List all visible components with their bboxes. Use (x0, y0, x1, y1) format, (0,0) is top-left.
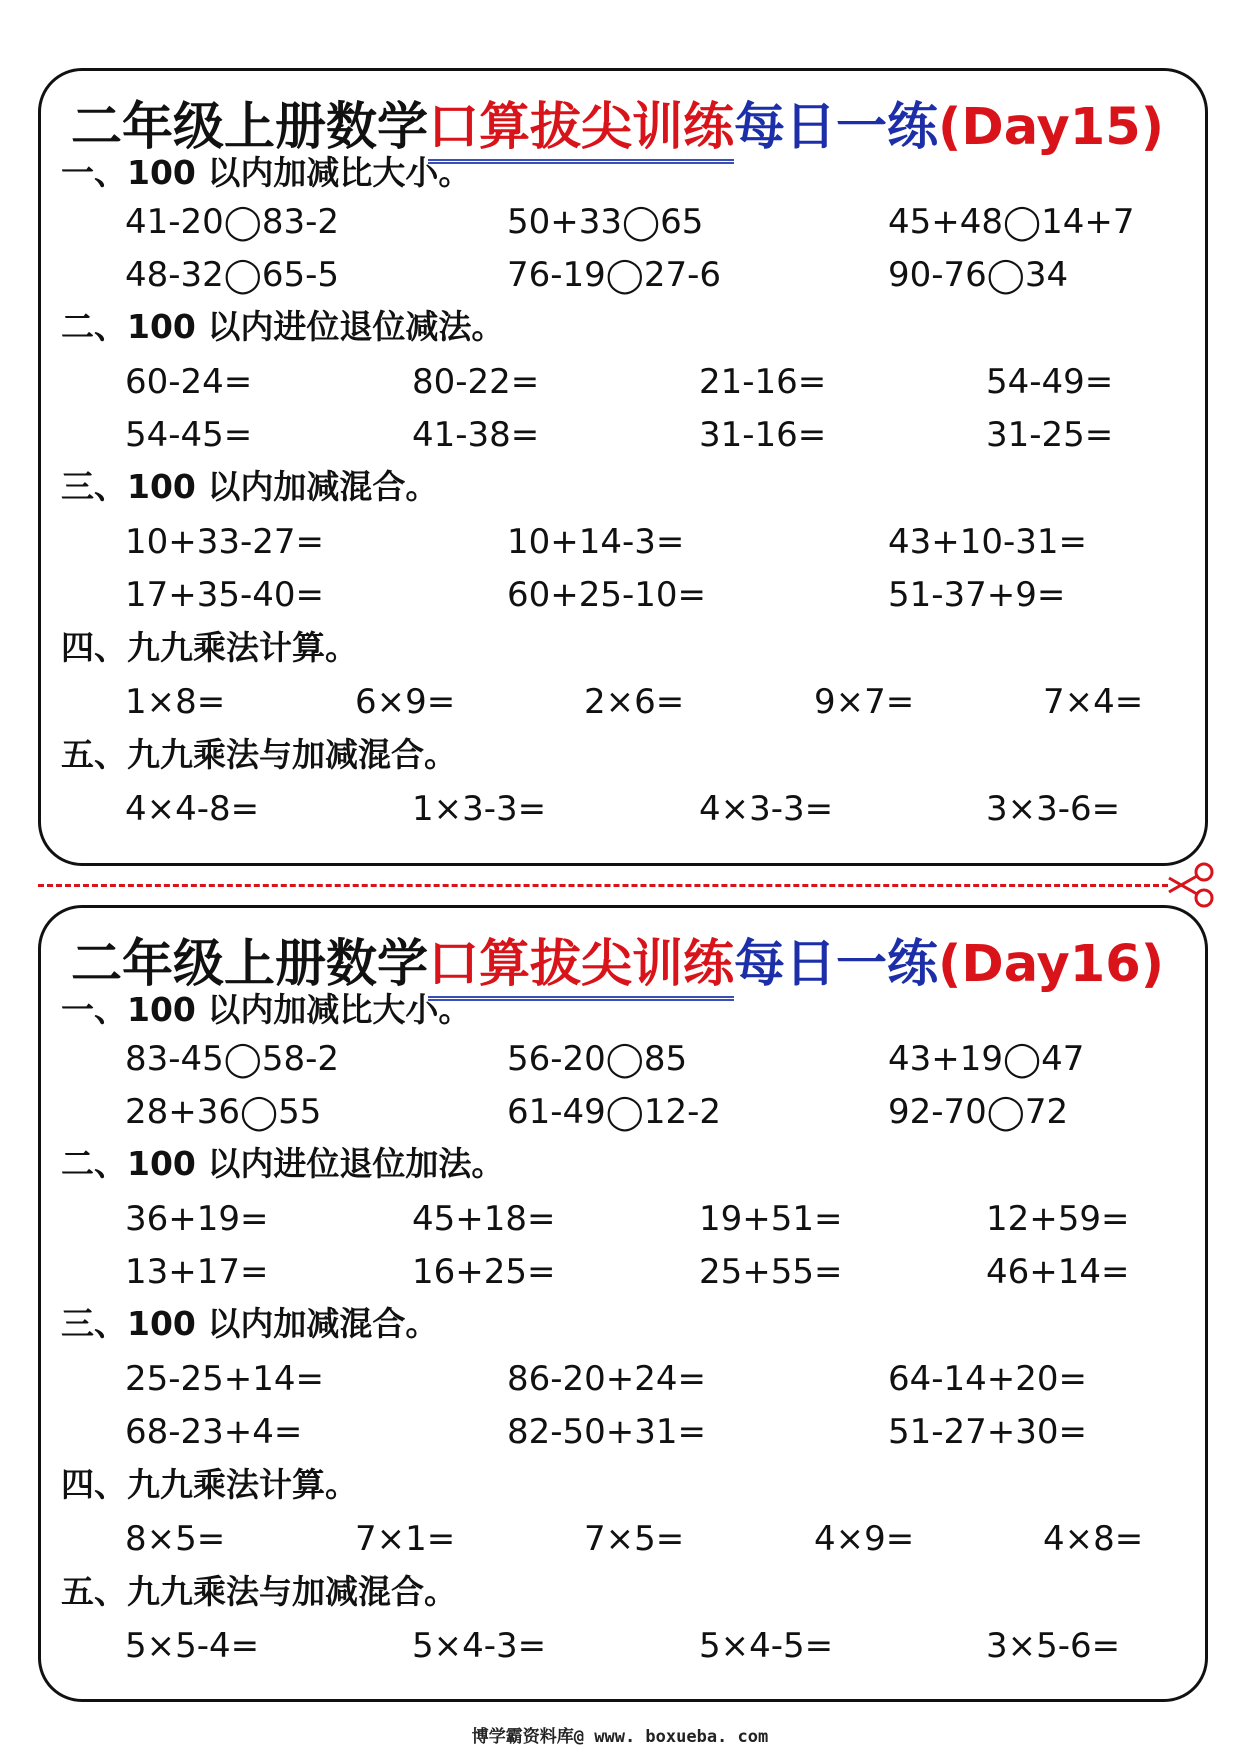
title-grade: 二年级上册数学 (71, 935, 429, 994)
problem-row (125, 519, 1185, 565)
section-heading: 一、100 以内加减比大小。 (61, 153, 472, 192)
problem-row (125, 1623, 1185, 1669)
problem: 45+18= (412, 1199, 556, 1239)
problem: 13+17= (125, 1252, 269, 1292)
problem: 83-45◯58-2 (125, 1039, 340, 1079)
problem: 2×6= (584, 682, 685, 722)
problem: 3×5-6= (986, 1626, 1121, 1666)
problem-row (125, 572, 1185, 618)
title-day: (Day16) (938, 935, 1165, 994)
problem: 10+14-3= (507, 522, 685, 562)
problem-row (125, 786, 1185, 832)
section-heading: 一、100 以内加减比大小。 (61, 990, 472, 1029)
problem-row (125, 359, 1185, 405)
problem: 7×1= (355, 1519, 456, 1559)
problem: 92-70◯72 (888, 1092, 1069, 1132)
problem: 10+33-27= (125, 522, 325, 562)
problem: 36+19= (125, 1199, 269, 1239)
title-daily: 每日一练 (734, 98, 939, 157)
worksheet-card-day16 (38, 905, 1208, 1702)
problem-row (125, 1089, 1185, 1135)
scissors-icon (1166, 862, 1216, 908)
footer-watermark: 博学霸资料库@ www. boxueba. com (471, 1727, 769, 1747)
problem: 51-37+9= (888, 575, 1066, 615)
problem: 4×4-8= (125, 789, 260, 829)
problem-row (125, 1516, 1185, 1562)
problem: 4×8= (1043, 1519, 1144, 1559)
title-training: 口算拔尖训练 (428, 935, 734, 1001)
problem-row (125, 412, 1185, 458)
problem: 16+25= (412, 1252, 556, 1292)
problem: 45+48◯14+7 (888, 202, 1135, 242)
problem: 5×5-4= (125, 1626, 260, 1666)
problem: 60-24= (125, 362, 253, 402)
problem: 61-49◯12-2 (507, 1092, 722, 1132)
problem: 5×4-5= (699, 1626, 834, 1666)
title-day: (Day15) (938, 98, 1165, 157)
section-heading: 二、100 以内进位退位减法。 (61, 307, 505, 346)
problem: 41-20◯83-2 (125, 202, 340, 242)
section-heading: 五、九九乘法与加减混合。 (61, 735, 457, 774)
problem: 43+10-31= (888, 522, 1088, 562)
problem: 4×9= (814, 1519, 915, 1559)
problem: 1×3-3= (412, 789, 547, 829)
problem-row (125, 1036, 1185, 1082)
problem: 46+14= (986, 1252, 1130, 1292)
problem: 41-38= (412, 415, 540, 455)
section-heading: 三、100 以内加减混合。 (61, 467, 439, 506)
section-heading: 四、九九乘法计算。 (61, 1465, 358, 1504)
problem: 54-49= (986, 362, 1114, 402)
problem: 68-23+4= (125, 1412, 303, 1452)
title-grade: 二年级上册数学 (71, 98, 429, 157)
section-heading: 二、100 以内进位退位加法。 (61, 1144, 505, 1183)
problem: 25-25+14= (125, 1359, 325, 1399)
problem-row (125, 252, 1185, 298)
problem-row (125, 1196, 1185, 1242)
problem: 76-19◯27-6 (507, 255, 722, 295)
problem: 4×3-3= (699, 789, 834, 829)
problem: 86-20+24= (507, 1359, 707, 1399)
section-heading: 五、九九乘法与加减混合。 (61, 1572, 457, 1611)
title-daily: 每日一练 (734, 935, 939, 994)
problem-row (125, 199, 1185, 245)
problem: 50+33◯65 (507, 202, 704, 242)
worksheet-card-day15 (38, 68, 1208, 866)
problem: 1×8= (125, 682, 226, 722)
problem-row (125, 1249, 1185, 1295)
problem: 80-22= (412, 362, 540, 402)
problem: 51-27+30= (888, 1412, 1088, 1452)
problem: 7×4= (1043, 682, 1144, 722)
problem-row (125, 679, 1185, 725)
section-heading: 四、九九乘法计算。 (61, 628, 358, 667)
problem: 54-45= (125, 415, 253, 455)
problem: 9×7= (814, 682, 915, 722)
problem: 6×9= (355, 682, 456, 722)
problem: 64-14+20= (888, 1359, 1088, 1399)
problem: 82-50+31= (507, 1412, 707, 1452)
problem: 3×3-6= (986, 789, 1121, 829)
section-heading: 三、100 以内加减混合。 (61, 1304, 439, 1343)
problem: 17+35-40= (125, 575, 325, 615)
problem: 19+51= (699, 1199, 843, 1239)
problem-row (125, 1409, 1185, 1455)
problem: 56-20◯85 (507, 1039, 688, 1079)
problem: 7×5= (584, 1519, 685, 1559)
problem: 28+36◯55 (125, 1092, 322, 1132)
problem: 90-76◯34 (888, 255, 1069, 295)
problem: 31-16= (699, 415, 827, 455)
problem: 5×4-3= (412, 1626, 547, 1666)
title-training: 口算拔尖训练 (428, 98, 734, 164)
problem: 43+19◯47 (888, 1039, 1085, 1079)
cut-line (38, 884, 1168, 887)
problem: 31-25= (986, 415, 1114, 455)
problem: 25+55= (699, 1252, 843, 1292)
problem: 48-32◯65-5 (125, 255, 340, 295)
problem: 60+25-10= (507, 575, 707, 615)
problem: 21-16= (699, 362, 827, 402)
problem: 12+59= (986, 1199, 1130, 1239)
problem-row (125, 1356, 1185, 1402)
problem: 8×5= (125, 1519, 226, 1559)
